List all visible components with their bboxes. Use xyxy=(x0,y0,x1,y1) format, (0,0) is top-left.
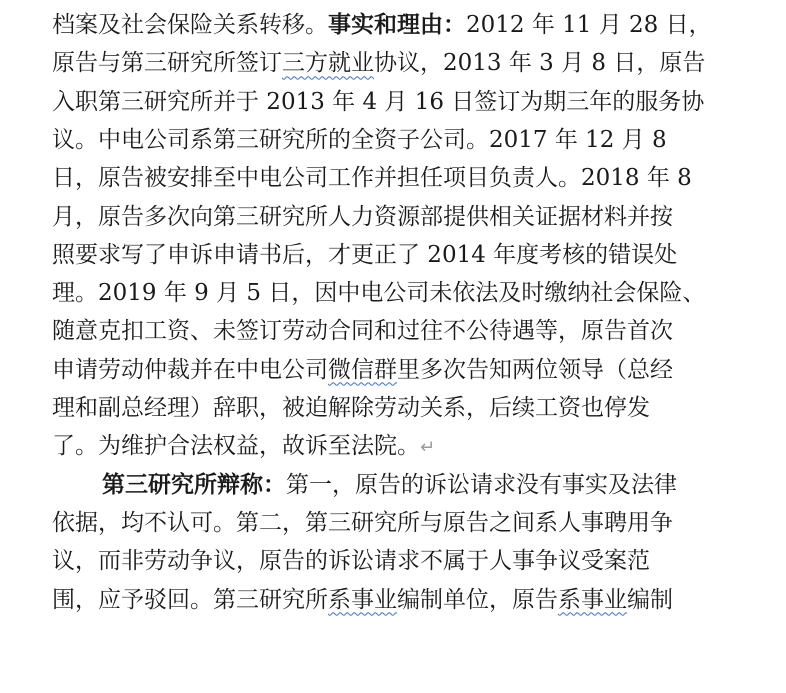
text-run: 依据，均不认可。第二，第三研究所与原告之间系人事聘用争 xyxy=(52,509,673,536)
text-run: 编制 xyxy=(627,586,673,613)
text-run: 原告与第三研究所签订 xyxy=(52,50,282,77)
text-run: 第一，原告的诉讼请求没有事实及法律 xyxy=(286,471,677,498)
text-line xyxy=(52,121,667,159)
text-line xyxy=(52,504,673,542)
text-line xyxy=(52,44,705,82)
text-line xyxy=(102,466,677,504)
spellcheck-text-run: 微信群 xyxy=(328,356,397,383)
text-run: 档案及社会保险关系转移。 xyxy=(52,12,328,38)
text-run: 入职第三研究所并于 2013 年 4 月 16 日签订为期三年的服务协 xyxy=(52,88,705,115)
text-run: 协议，2013 年 3 月 8 日，原告 xyxy=(374,50,706,77)
text-run: 议。中电公司系第三研究所的全资子公司。2017 年 12 月 8 xyxy=(52,126,667,153)
text-line xyxy=(52,159,692,197)
paragraph-mark-icon: ↵ xyxy=(420,437,436,459)
text-line xyxy=(52,542,650,580)
text-run: 申请劳动仲裁并在中电公司 xyxy=(52,356,328,383)
text-run: 照要求写了申诉申请书后，才更正了 2014 年度考核的错误处 xyxy=(52,241,678,268)
text-line xyxy=(52,427,435,465)
text-run: 议，而非劳动争议，原告的诉讼请求不属于人事争议受案范 xyxy=(52,548,650,575)
text-line xyxy=(52,6,712,44)
bold-text-run: 事实和理由： xyxy=(328,11,466,38)
text-run: 编制单位，原告 xyxy=(397,586,558,613)
text-line xyxy=(52,389,650,427)
text-line xyxy=(52,83,704,121)
text-line xyxy=(52,581,673,619)
text-run: 日，原告被安排至中电公司工作并担任项目负责人。2018 年 8 xyxy=(52,165,692,192)
text-run: 理和副总经理）辞职，被迫解除劳动关系，后续工资也停发 xyxy=(52,395,650,421)
spellcheck-text-run: 系事业 xyxy=(558,586,627,613)
spellcheck-text-run: 三方就业 xyxy=(282,50,374,77)
text-line xyxy=(52,351,673,389)
text-run: 了。为维护合法权益，故诉至法院。 xyxy=(52,433,420,460)
text-run: 里多次告知两位领导（总经 xyxy=(397,356,673,383)
text-run: 围，应予驳回。第三研究所 xyxy=(52,586,328,613)
text-line xyxy=(52,274,705,312)
text-run: 2012 年 11 月 28 日， xyxy=(466,12,712,38)
text-line xyxy=(52,198,673,236)
text-run: 月，原告多次向第三研究所人力资源部提供相关证据材料并按 xyxy=(52,203,673,230)
spellcheck-text-run: 系事业 xyxy=(328,586,397,613)
text-line xyxy=(52,312,673,350)
text-run: 理。2019 年 9 月 5 日，因中电公司未依法及时缴纳社会保险、 xyxy=(52,280,706,307)
text-line xyxy=(52,236,677,274)
text-run: 随意克扣工资、未签订劳动合同和过往不公待遇等，原告首次 xyxy=(52,318,673,345)
bold-text-run: 第三研究所辩称： xyxy=(102,470,286,498)
